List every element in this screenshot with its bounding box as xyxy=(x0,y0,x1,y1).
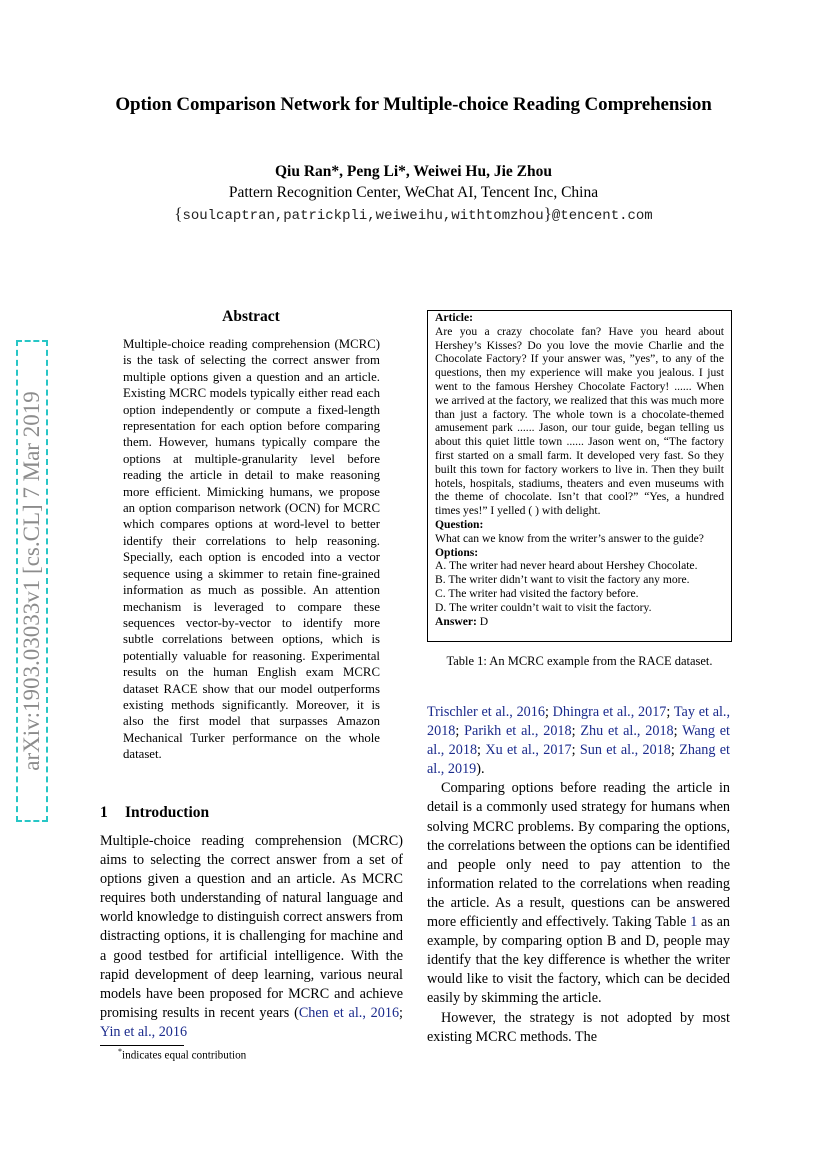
citation-separator: ; xyxy=(477,742,486,759)
footnote-text: indicates equal contribution xyxy=(122,1049,247,1062)
citation-separator: ; xyxy=(571,742,580,759)
citation-separator: ; xyxy=(670,742,680,759)
citation-link[interactable]: Xu et al., 2017 xyxy=(485,742,572,759)
question-label: Question: xyxy=(435,517,484,531)
paper-title: Option Comparison Network for Multiple-choice Reading Comprehension xyxy=(115,94,712,115)
paragraph-2-text-b: as an example, by comparing option B and D, people may identify that the key difference is whether the writer would like to visit the factory, which can be decided easily by skimming the article. xyxy=(427,914,730,1007)
affiliation: Pattern Recognition Center, WeChat AI, Tencent Inc, China xyxy=(228,184,599,201)
section-heading-introduction xyxy=(100,804,209,822)
email-list: soulcaptran,patrickpli,weiweihu,withtomzhou xyxy=(182,208,544,224)
answer-value: D xyxy=(479,614,489,628)
citation-separator: ; xyxy=(544,704,553,720)
table-1-caption: Table 1: An MCRC example from the RACE dataset. xyxy=(446,654,713,668)
option-c: C. The writer had visited the factory before. xyxy=(435,586,639,600)
option-a: A. The writer had never heard about Hershey Chocolate. xyxy=(435,559,698,573)
citation-link[interactable]: Zhu et al., 2018 xyxy=(580,723,674,740)
citation-link[interactable]: Dhingra et al., 2017 xyxy=(552,704,667,720)
author-list: Qiu Ran*, Peng Li*, Weiwei Hu, Jie Zhou xyxy=(274,163,553,180)
citation-close: ). xyxy=(476,761,485,778)
arxiv-stamp-text: arXiv:1903.03033v1 [cs.CL] 7 Mar 2019 xyxy=(19,391,44,771)
citation-link[interactable]: Yin et al., 2016 xyxy=(100,1023,188,1040)
abstract-heading: Abstract xyxy=(222,308,280,325)
paragraph-3: However, the strategy is not adopted by most existing MCRC methods. The xyxy=(427,1009,730,1045)
question-text: What can we know from the writer’s answer to the guide? xyxy=(435,531,704,545)
paragraph-2 xyxy=(427,779,730,1008)
citation-separator: ; xyxy=(571,723,581,740)
citation-link[interactable]: Chen et al., 2016 xyxy=(298,1004,400,1021)
arxiv-stamp xyxy=(16,340,48,822)
answer-label: Answer: xyxy=(435,614,477,628)
author-emails xyxy=(0,204,827,224)
article-text: Are you a crazy chocolate fan? Have you heard about Hershey’s Kisses? Do you love the movie Charlie and the Chocolate Factory? If your answer was, ”yes”, to any of the questions, then my experience will make you jealous. I just went to the famous Hershey Chocolate Factory! ...... When we arrived at the factory, we realized that this was much more than just a factory. The whole town is a chocolate-themed amusement park ...... Jason, our tour guide, began telling us about this quiet little town ...... Jason went on, “The factory first started on a small farm. It developed very fast. So they built this town for factory workers to live in. Then they built hotels, hospitals, stadiums, theaters and even museums with the theme of chocolate. Isn’t that cool?” “Yes, a hundred times yes!” I yelled ( ) with delight. xyxy=(435,324,724,518)
abstract-body: Multiple-choice reading comprehension (MCRC) is the task of selecting the correct answer from multiple options given a question and an article. Existing MCRC models typically either read each option independently or compute a fixed-length representation for each option before comparing them. However, humans typically compare the options at multiple-granularity level before reading the article in detail to make reasoning more efficient. Mimicking humans, we propose an option comparison network (OCN) for MCRC which compares options at word-level to better identify their correlations to help reasoning. Specially, each option is encoded into a vector sequence using a skimmer to retain fine-grained information as much as possible. An attention mechanism is leveraged to compare these sequences vector-by-vector to identify more subtle correlations between options, which is potentially valuable for reasoning. Experimental results on the human English exam MCRC dataset RACE show that our model outperforms existing methods significantly. Moreover, it is also the first model that surpasses Amazon Mechanical Turker performance on the whole dataset. xyxy=(123,337,380,762)
citation-link[interactable]: Tay et al., 2018 xyxy=(427,704,731,740)
citation-separator: ; xyxy=(673,723,683,740)
citation-link[interactable]: Zhang et al., 2019 xyxy=(427,742,730,778)
citation-separator: ; xyxy=(399,1004,403,1021)
email-close-brace: } xyxy=(543,204,552,223)
footnote-rule xyxy=(100,1045,184,1046)
citation-link[interactable]: Parikh et al., 2018 xyxy=(464,723,572,740)
footnote xyxy=(118,1047,246,1062)
introduction-paragraph xyxy=(100,832,403,1042)
right-column-text xyxy=(427,703,730,1047)
citation-separator: ; xyxy=(455,723,465,740)
intro-text: Multiple-choice reading comprehension (MCRC) aims to selecting the correct answer from a set of options given a question and an article. As MCRC requires both understanding of natural language and world knowledge to distinguish correct answers from distracting options, it is challenging for machine and a good testbed for artificial intelligence. With the rapid development of deep learning, various neural models have been proposed for MCRC and achieve promising results in recent years ( xyxy=(100,833,403,1021)
section-number: 1 xyxy=(100,804,108,821)
option-d: D. The writer couldn’t wait to visit the factory. xyxy=(435,600,652,614)
section-title: Introduction xyxy=(125,804,210,821)
footnote-mark: * xyxy=(118,1047,122,1056)
citation-link[interactable]: Wang et al., 2018 xyxy=(427,723,730,759)
table-reference-link[interactable]: 1 xyxy=(690,914,698,931)
email-domain: @tencent.com xyxy=(551,208,653,224)
citation-separator: ; xyxy=(666,704,674,720)
citation-continuation xyxy=(427,703,730,779)
email-open-brace: { xyxy=(174,204,183,223)
paragraph-2-text-a: Comparing options before reading the article in detail is a commonly used strategy for humans when solving MCRC problems. By comparing the options, the correlations between the options can be identified and people only need to pay attention to the information related to the correlations when reading the article. As a result, questions can be answered more efficiently and effectively. Taking Table xyxy=(427,780,730,931)
options-label: Options: xyxy=(435,545,479,559)
citation-link[interactable]: Trischler et al., 2016 xyxy=(427,704,545,720)
article-label: Article: xyxy=(435,311,473,324)
table-1-example-box xyxy=(427,310,732,642)
citation-link[interactable]: Sun et al., 2018 xyxy=(579,742,671,759)
answer-line xyxy=(435,615,724,629)
option-b: B. The writer didn’t want to visit the factory any more. xyxy=(435,573,690,587)
